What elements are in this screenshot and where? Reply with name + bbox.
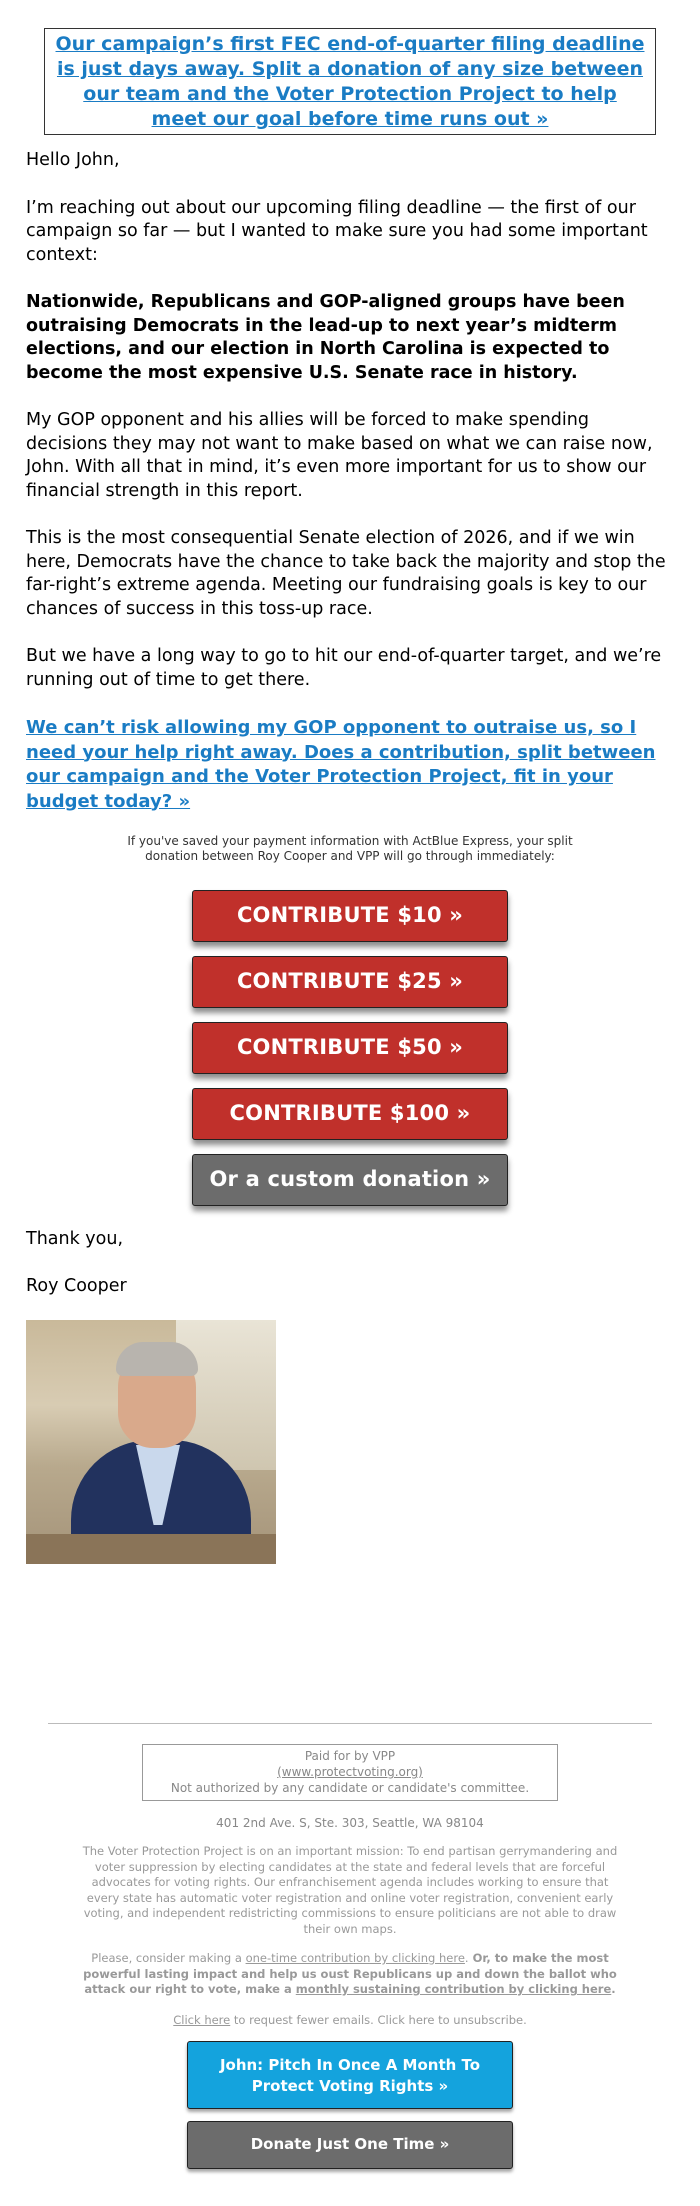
signoff	[0, 1228, 700, 1298]
contribute-50-button[interactable]: CONTRIBUTE $50 »	[192, 1022, 508, 1074]
header-banner	[44, 28, 656, 135]
monthly-contribution-link[interactable]: monthly sustaining contribution by clicking here	[295, 1982, 612, 1996]
greeting: Hello John,	[26, 150, 120, 170]
signer-name: Roy Cooper	[26, 1276, 127, 1296]
one-time-contribution-link[interactable]: one-time contribution by clicking here	[245, 1951, 465, 1965]
contribute-10-button[interactable]: CONTRIBUTE $10 »	[192, 890, 508, 942]
email-body	[0, 28, 700, 1564]
website-link[interactable]: (www.protectvoting.org)	[277, 1765, 423, 1779]
paragraph-nationwide: Nationwide, Republicans and GOP-aligned groups have been outraising Democrats in the lead-up to next year’s midterm elections, and our election in North Carolina is expected to become the most expensive U.S. Senate race in history.	[26, 292, 625, 383]
contribute-100-button[interactable]: CONTRIBUTE $100 »	[192, 1088, 508, 1140]
footer-divider	[48, 1723, 652, 1724]
letter-body	[0, 149, 700, 814]
paid-for-box	[142, 1744, 558, 1801]
paid-for-text: Paid for by VPP	[304, 1749, 396, 1763]
donation-buttons	[0, 890, 700, 1206]
consider-contribution: Please, consider making a one-time contribution by clicking here. Or, to make the most powerful lasting impact and help us oust Republicans up and down the ballot who attack our right to vote, make a monthly sustaining contribution by clicking here.	[83, 1951, 617, 1996]
actblue-express-note: If you've saved your payment information with ActBlue Express, your split donation between Roy Cooper and VPP will go through immediately:	[127, 834, 573, 863]
custom-donation-button[interactable]: Or a custom donation »	[192, 1154, 508, 1206]
not-authorized-text: Not authorized by any candidate or candidate's committee.	[170, 1781, 530, 1795]
paragraph-opponent: My GOP opponent and his allies will be forced to make spending decisions they may not want to make based on what we can raise now, John. With all that in mind, it’s even more important for us to show our financial strength in this report.	[26, 410, 653, 501]
thank-you: Thank you,	[26, 1229, 124, 1249]
fewer-emails-link[interactable]: Click here	[173, 2012, 231, 2027]
one-time-donation-button[interactable]: Donate Just One Time »	[187, 2121, 513, 2169]
contribute-25-button[interactable]: CONTRIBUTE $25 »	[192, 956, 508, 1008]
monthly-donation-button[interactable]: John: Pitch In Once A Month To Protect Voting Rights »	[187, 2041, 513, 2109]
contribution-cta-link[interactable]: We can’t risk allowing my GOP opponent to outraise us, so I need your help right away. Does a contribution, split between our campaign and the Voter Protection Project, fit in your budget today? »	[26, 717, 656, 812]
signer-photo	[26, 1320, 276, 1564]
mission-statement: The Voter Protection Project is on an important mission: To end partisan gerrymandering and voter suppression by electing candidates at the state and federal levels that are forceful advocates for voting rights. Our enfranchisement agenda includes working to ensure that every state has automatic voter registration and online voter registration, convenient early voting, and independent redistricting commissions to ensure politicians are not able to draw their own maps.	[82, 1844, 618, 1936]
paragraph-deadline: I’m reaching out about our upcoming filing deadline — the first of our campaign so far — but I wanted to make sure you had some important context:	[26, 197, 648, 265]
email-footer	[0, 1723, 700, 2169]
paragraph-consequential: This is the most consequential Senate election of 2026, and if we win here, Democrats have the chance to take back the majority and stop the far-right’s extreme agenda. Meeting our fundraising goals is key to our chances of success in this toss-up race.	[26, 528, 666, 619]
mailing-address: 401 2nd Ave. S, Ste. 303, Seattle, WA 98104	[216, 1816, 484, 1830]
paragraph-target: But we have a long way to go to hit our end-of-quarter target, and we’re running out of time to get there.	[26, 646, 662, 690]
email-preferences: Click here to request fewer emails. Click here to unsubscribe.	[173, 2012, 527, 2027]
header-deadline-link[interactable]: Our campaign’s first FEC end-of-quarter filing deadline is just days away. Split a donation of any size between our team and the Voter Protection Project to help meet our goal before time runs out »	[55, 33, 645, 130]
